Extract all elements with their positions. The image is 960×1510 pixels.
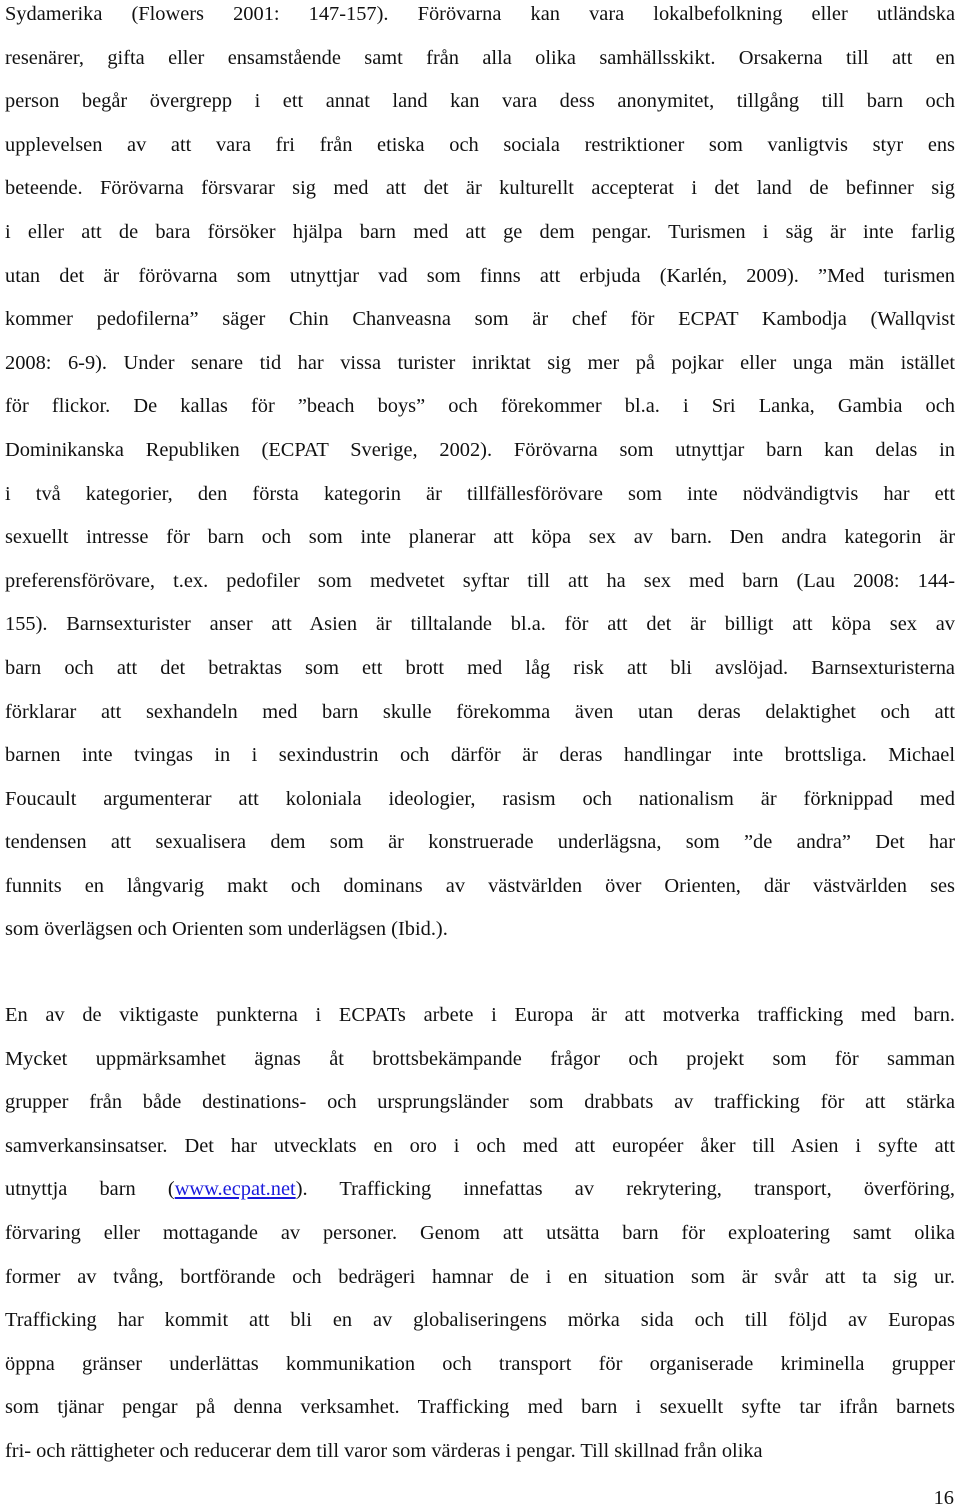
- ecpat-link[interactable]: www.ecpat.net: [174, 1178, 296, 1201]
- text-line: former av tvång, bortförande och bedrägeri hamnar de i en situation som är svår att ta sig ur.: [5, 1265, 955, 1288]
- text-line: preferensförövare, t.ex. pedofiler som medvetet syftar till att ha sex med barn (Lau 2008: 144-: [5, 569, 955, 592]
- text-line: grupper från både destinations- och ursprungsländer som drabbats av trafficking för att stärka: [5, 1091, 955, 1114]
- text-line: [5, 1176, 955, 1220]
- text-line: 155). Barnsexturister anser att Asien är tilltalande bl.a. för att det är billigt att köpa sex av: [5, 613, 955, 636]
- text-line: kommer pedofilerna” säger Chin Chanveasna som är chef för ECPAT Kambodja (Wallqvist: [5, 308, 955, 331]
- text-line: barn och att det betraktas som ett brott med låg risk att bli avslöjad. Barnsexturisterna: [5, 656, 955, 679]
- paragraph-gap: [5, 960, 955, 1002]
- text-line: förklarar att sexhandeln med barn skulle förekomma även utan deras delaktighet och att: [5, 700, 955, 723]
- text-line: Foucault argumenterar att koloniala ideologier, rasism och nationalism är förknippad med: [5, 787, 955, 810]
- text-line: fri- och rättigheter och reducerar dem till varor som värderas i pengar. Till skillnad från olika: [5, 1440, 763, 1462]
- text-line: barnen inte tvingas in i sexindustrin och därför är deras handlingar inte brottsliga. Michael: [5, 744, 955, 767]
- text-line: resenärer, gifta eller ensamstående samt från alla olika samhällsskikt. Orsakerna till att en: [5, 46, 955, 69]
- text-line: Trafficking har kommit att bli en av globaliseringens mörka sida och till följd av Europas: [5, 1309, 955, 1332]
- text-line: beteende. Förövarna försvarar sig med att det är kulturellt accepterat i det land de befinner sig: [5, 177, 955, 200]
- text-line: i två kategorier, den första kategorin är tillfällesförövare som inte nödvändigtvis har ett: [5, 482, 955, 505]
- text-line: för flickor. De kallas för ”beach boys” och förekommer bl.a. i Sri Lanka, Gambia och: [5, 395, 955, 418]
- text-line: samverkansinsatser. Det har utvecklats en oro i och med att européer åker till Asien i syfte att: [5, 1134, 955, 1157]
- text-line: Mycket uppmärksamhet ägnas åt brottsbekämpande frågor och projekt som för samman: [5, 1047, 955, 1070]
- paragraph: [5, 1002, 955, 1482]
- text-line: person begår övergrepp i ett annat land kan vara dess anonymitet, tillgång till barn och: [5, 90, 955, 113]
- text-line: upplevelsen av att vara fri från etiska och sociala restriktioner som vanligtvis styr ens: [5, 133, 955, 156]
- text-line: öppna gränser underlättas kommunikation och transport för organiserade kriminella grupper: [5, 1352, 955, 1375]
- text-line: förvaring eller mottagande av personer. Genom att utsätta barn för exploatering samt olika: [5, 1222, 955, 1245]
- text-line: 2008: 6-9). Under senare tid har vissa turister inriktat sig mer på pojkar eller unga män istället: [5, 351, 955, 374]
- text-line: utan det är förövarna som utnyttjar vad som finns att erbjuda (Karlén, 2009). ”Med turismen: [5, 264, 955, 287]
- text-line: som tjänar pengar på denna verksamhet. Trafficking med barn i sexuellt syfte tar ifrån barnets: [5, 1396, 955, 1419]
- text-line: En av de viktigaste punkterna i ECPATs arbete i Europa är att motverka trafficking med barn.: [5, 1004, 955, 1027]
- page-number: 16: [933, 1487, 954, 1509]
- text-line: som överlägsen och Orienten som underlägsen (Ibid.).: [5, 918, 448, 941]
- paragraph: [5, 1, 955, 960]
- document-page: [5, 1, 955, 1482]
- text-line: Sydamerika (Flowers 2001: 147-157). Förövarna kan vara lokalbefolkning eller utländska: [5, 3, 955, 25]
- text-line: Dominikanska Republiken (ECPAT Sverige, 2002). Förövarna som utnyttjar barn kan delas in: [5, 438, 955, 461]
- text-line: funnits en långvarig makt och dominans av västvärlden över Orienten, där västvärlden ses: [5, 874, 955, 897]
- text-segment: utnyttja barn (: [5, 1178, 175, 1201]
- text-segment: ). Trafficking innefattas av rekrytering, transport, överföring,: [295, 1178, 956, 1201]
- text-line: i eller att de bara försöker hjälpa barn med att ge dem pengar. Turismen i säg är inte farlig: [5, 220, 955, 243]
- text-line: sexuellt intresse för barn och som inte planerar att köpa sex av barn. Den andra kategorin är: [5, 526, 955, 549]
- text-line: tendensen att sexualisera dem som är konstruerade underlägsna, som ”de andra” Det har: [5, 831, 955, 854]
- body-text: [5, 1, 955, 1482]
